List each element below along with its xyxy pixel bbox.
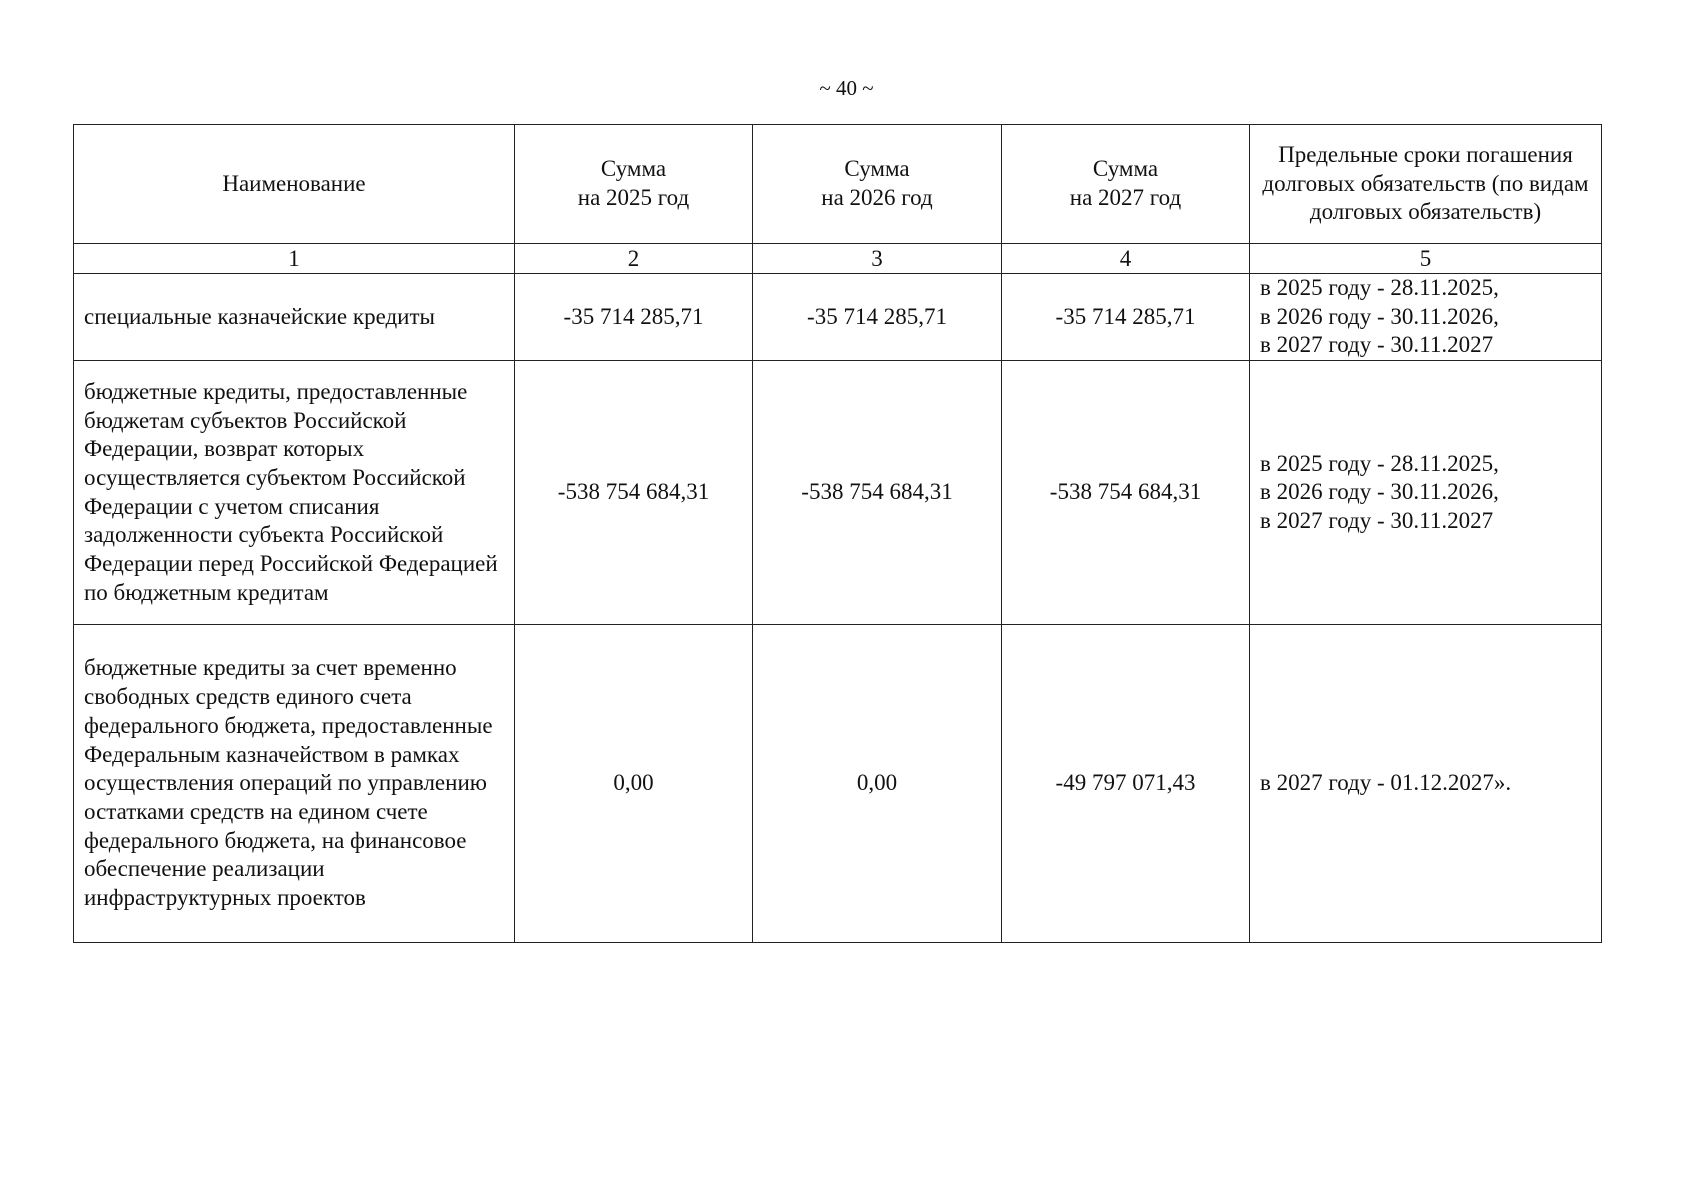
row-sum-2026: -538 754 684,31: [753, 361, 1002, 625]
table-row: [74, 625, 1602, 943]
row-sum-2026: 0,00: [753, 625, 1002, 943]
row-deadline-line: в 2027 году - 30.11.2027: [1260, 507, 1494, 533]
header-sum-2025-line-1: Сумма: [600, 156, 667, 182]
column-number-row: [74, 244, 1602, 274]
header-sum-2026-line-2: на 2026 год: [821, 185, 933, 210]
table-header-row: [74, 125, 1602, 244]
row-name: бюджетные кредиты, предоставленные бюджетам субъектов Российской Федерации, возврат которых осуществляется субъектом Российской Федерации с учетом списания задолженности субъекта Российской Федерации перед Российской Федерацией по бюджетным кредитам: [74, 361, 515, 625]
header-sum-2026-line-1: Сумма: [844, 156, 910, 182]
row-sum-2025: 0,00: [515, 625, 753, 943]
header-deadline: Предельные сроки погашения долговых обязательств (по видам долговых обязательств): [1250, 125, 1602, 244]
column-number-2: 2: [515, 244, 753, 274]
header-sum-2025: [515, 125, 753, 244]
debt-obligations-table: [73, 124, 1602, 943]
row-sum-2027: -35 714 285,71: [1002, 274, 1250, 361]
header-sum-2025-line-2: на 2025 год: [577, 185, 690, 210]
row-deadline-line: в 2025 году - 28.11.2025,: [1260, 275, 1499, 300]
header-sum-2027: [1002, 125, 1250, 244]
header-sum-2027-line-1: Сумма: [1092, 156, 1159, 182]
row-sum-2026: -35 714 285,71: [753, 274, 1002, 361]
row-name: бюджетные кредиты за счет временно свободных средств единого счета федерального бюджета, предоставленные Федеральным казначейством в рамках осуществления операций по управлению остатками средств на едином счете федерального бюджета, на финансовое обеспечение реализации инфраструктурных проектов: [74, 625, 515, 943]
row-sum-2027: -49 797 071,43: [1002, 625, 1250, 943]
column-number-3: 3: [753, 244, 1002, 274]
row-deadline-line: в 2025 году - 28.11.2025,: [1260, 450, 1499, 476]
row-deadline-line: в 2026 году - 30.11.2026,: [1260, 479, 1499, 505]
row-name: специальные казначейские кредиты: [74, 274, 515, 361]
column-number-5: 5: [1250, 244, 1602, 274]
header-sum-2026: [753, 125, 1002, 244]
row-deadline: [1250, 625, 1602, 943]
row-deadline: [1250, 274, 1602, 361]
row-sum-2027: -538 754 684,31: [1002, 361, 1250, 625]
column-number-4: 4: [1002, 244, 1250, 274]
row-deadline-line: в 2026 году - 30.11.2026,: [1260, 303, 1499, 329]
column-number-1: 1: [74, 244, 515, 274]
table-row: [74, 274, 1602, 361]
row-deadline-line: в 2027 году - 30.11.2027: [1260, 332, 1494, 358]
table-row: [74, 361, 1602, 625]
header-name: Наименование: [74, 125, 515, 244]
row-deadline: [1250, 361, 1602, 625]
row-deadline-line: в 2027 году - 01.12.2027».: [1260, 770, 1512, 796]
page-number: ~ 40 ~: [819, 76, 874, 100]
header-sum-2027-line-2: на 2027 год: [1069, 185, 1182, 210]
row-sum-2025: -538 754 684,31: [515, 361, 753, 625]
row-sum-2025: -35 714 285,71: [515, 274, 753, 361]
